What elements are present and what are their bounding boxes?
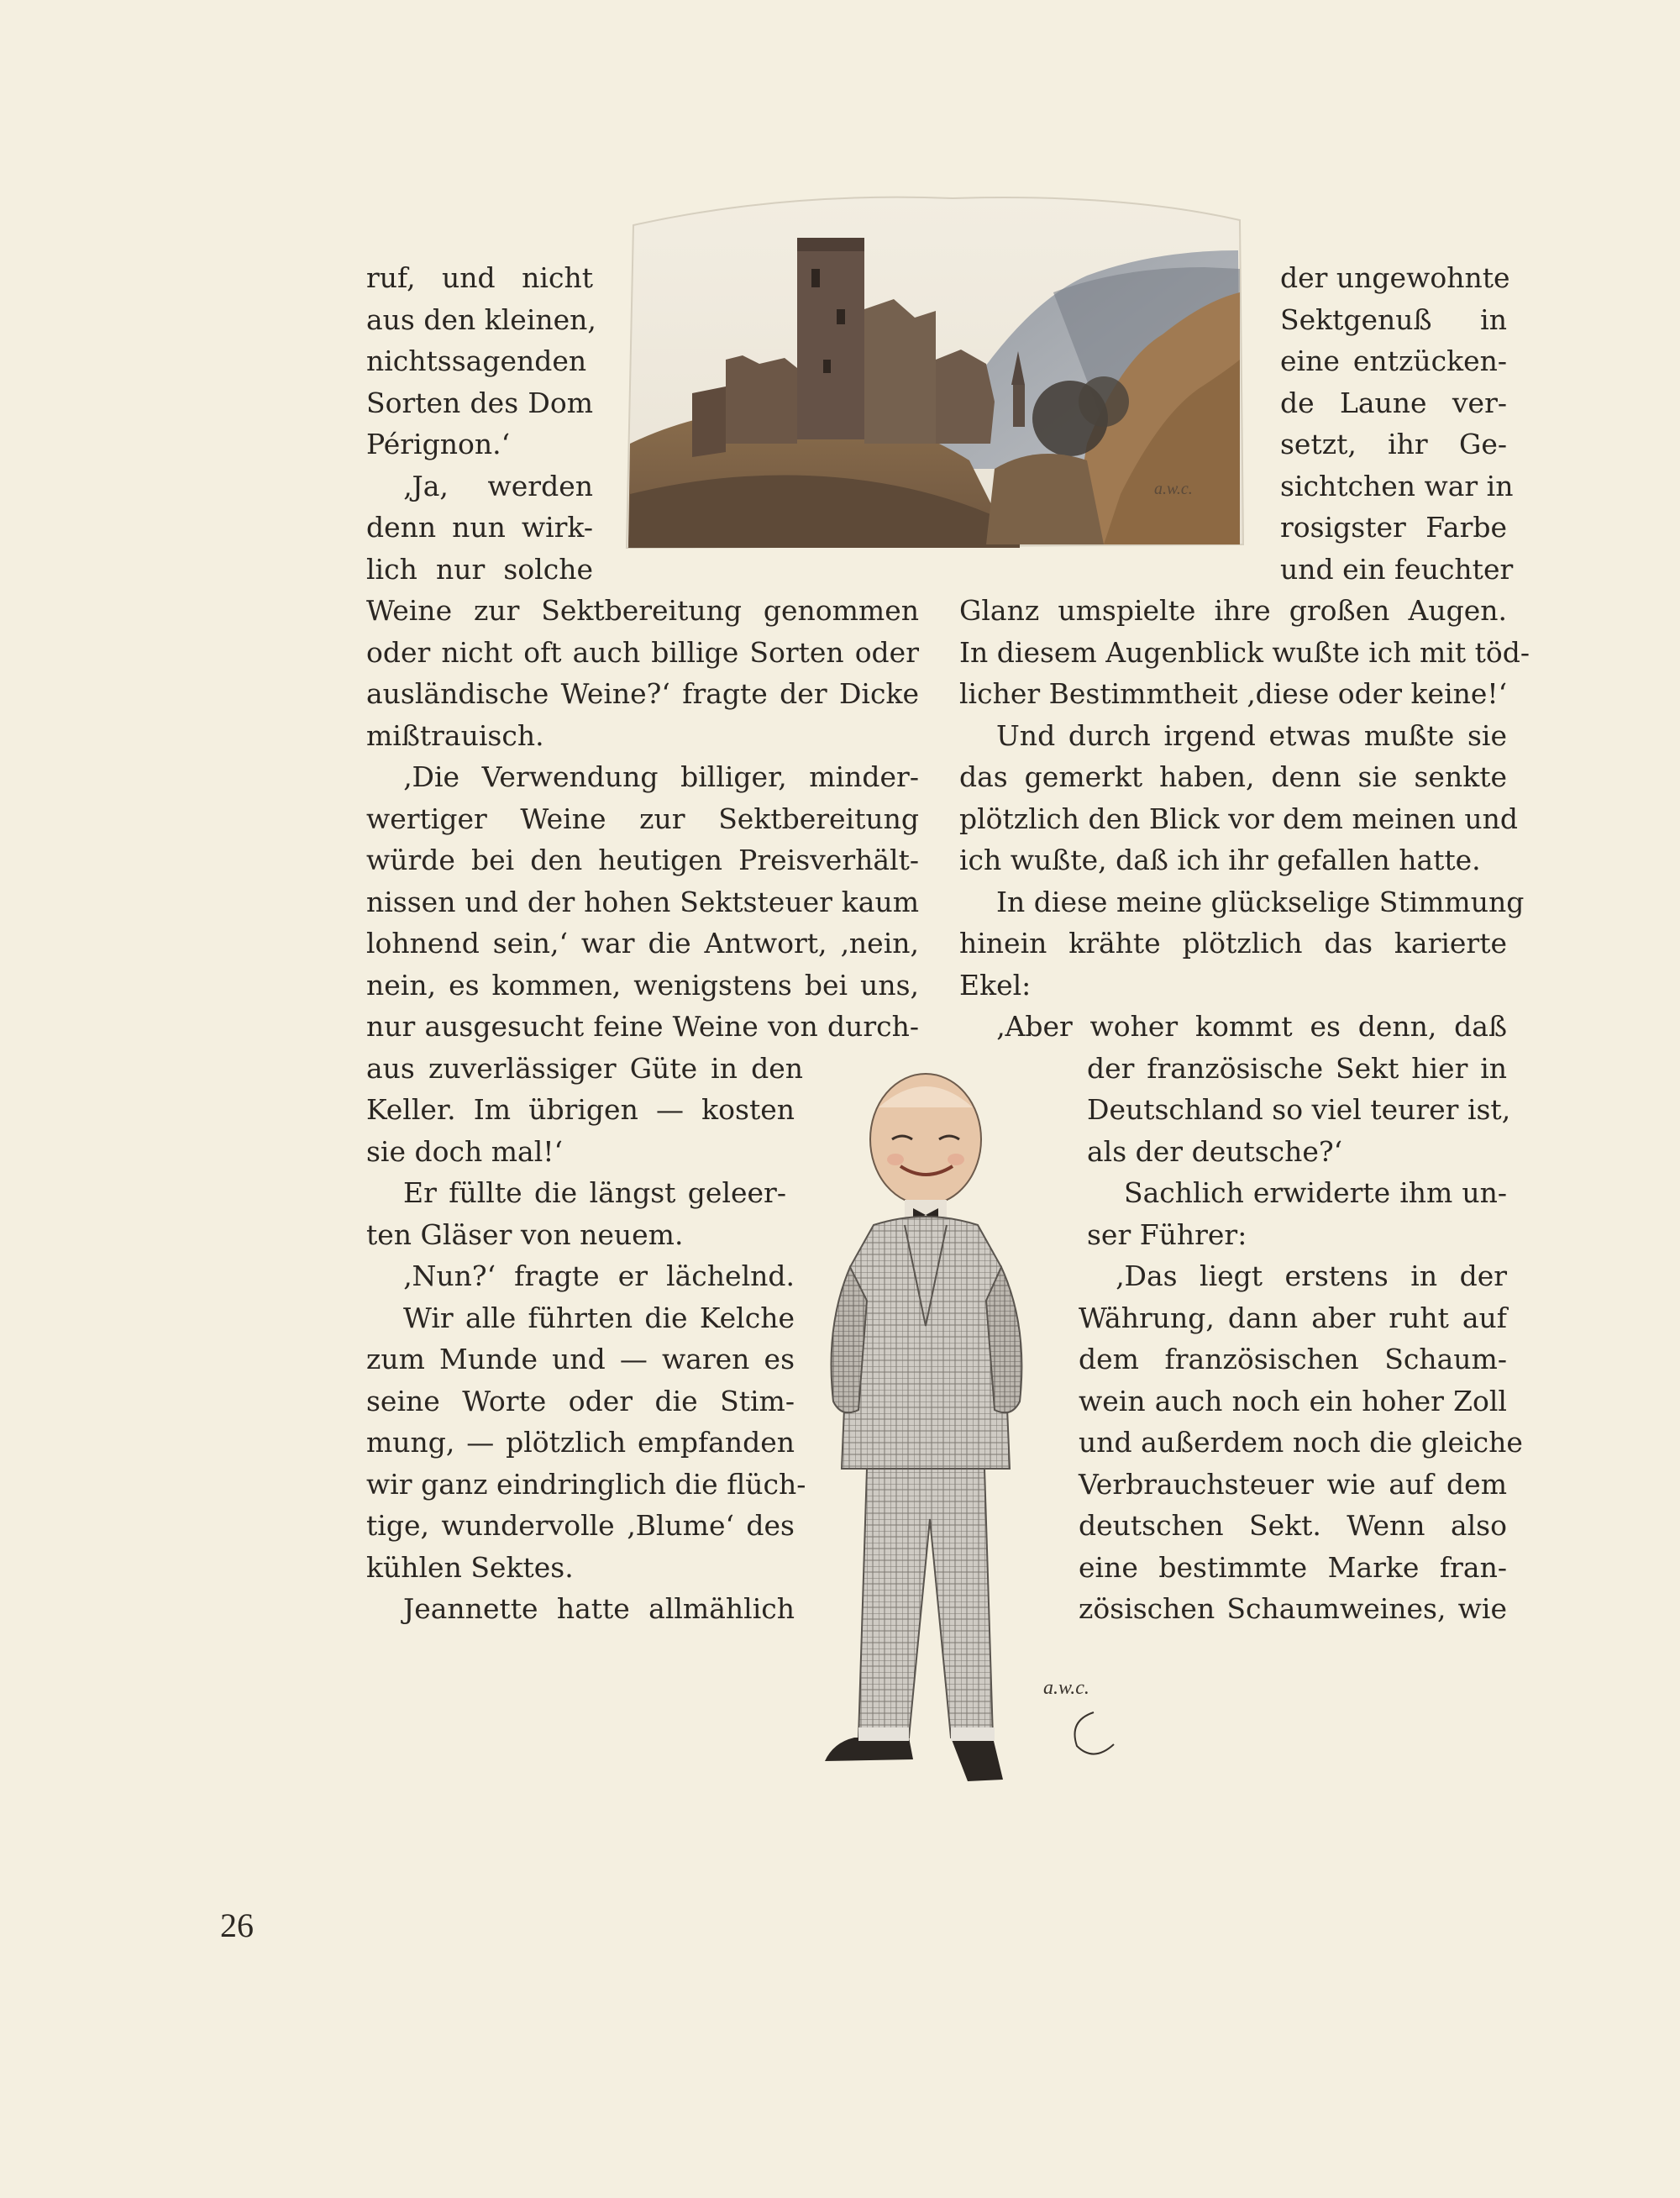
- text-line: sie doch mal!‘: [366, 1134, 563, 1168]
- text-line: oder nicht oft auch billige Sorten oder: [366, 635, 919, 669]
- text-line: Weine zur Sektbereitung genommen: [366, 594, 919, 627]
- text-line: Deutschland so viel teurer ist,: [1087, 1093, 1511, 1126]
- text-line: nissen und der hohen Sektsteuer kaum: [366, 885, 919, 918]
- text-line: Wir alle führten die Kelche: [403, 1301, 795, 1334]
- text-line: Keller. Im übrigen — kosten: [366, 1093, 795, 1126]
- text-line: nichtssagenden: [366, 344, 587, 377]
- text-line: Glanz umspielte ihre großen Augen.: [959, 594, 1507, 627]
- text-line: mißtrauisch.: [366, 718, 544, 752]
- text-line: Ekel:: [959, 968, 1032, 1002]
- text-line: Er füllte die längst geleer-: [403, 1176, 786, 1209]
- text-line: dem französischen Schaum-: [1079, 1343, 1507, 1375]
- text-line: kühlen Sektes.: [366, 1550, 574, 1584]
- text-line: der französische Sekt hier in: [1087, 1051, 1507, 1085]
- text-line: würde bei den heutigen Preisverhält-: [366, 844, 919, 876]
- svg-text:a.w.c.: a.w.c.: [1154, 480, 1193, 498]
- text-line: setzt, ihr Ge-: [1280, 428, 1507, 460]
- text-line: Verbrauchsteuer wie auf dem: [1079, 1467, 1507, 1501]
- text-line: ser Führer:: [1087, 1217, 1247, 1251]
- text-line: Sachlich erwiderte ihm un-: [1124, 1176, 1507, 1209]
- text-line: plötzlich den Blick vor dem meinen und: [959, 802, 1518, 835]
- text-line: In diesem Augenblick wußte ich mit töd-: [959, 635, 1530, 669]
- text-line: sichtchen war in: [1280, 469, 1514, 502]
- text-line: eine entzücken-: [1280, 344, 1507, 377]
- text-line: lohnend sein,‘ war die Antwort, ‚nein,: [366, 927, 919, 960]
- text-line: ten Gläser von neuem.: [366, 1217, 684, 1251]
- text-line: ich wußte, daß ich ihr gefallen hatte.: [959, 844, 1481, 876]
- text-line: wein auch noch ein hoher Zoll: [1079, 1384, 1507, 1417]
- text-line: Pérignon.‘: [366, 428, 511, 460]
- text-line: Sektgenuß in: [1280, 302, 1507, 336]
- text-line: hinein krähte plötzlich das karierte: [959, 927, 1507, 960]
- text-line: ‚Ja, werden: [403, 469, 593, 502]
- text-line: wir ganz eindringlich die flüch-: [366, 1467, 806, 1501]
- text-line: ‚Nun?‘ fragte er lächelnd.: [403, 1259, 795, 1292]
- page-number: 26: [220, 1906, 254, 1944]
- text-line: ausländische Weine?‘ fragte der Dicke: [366, 677, 919, 710]
- text-line: eine bestimmte Marke fran-: [1079, 1550, 1507, 1584]
- text-line: lich nur solche: [366, 552, 593, 586]
- text-line: Jeannette hatte allmählich: [403, 1592, 795, 1625]
- text-line: Sorten des Dom: [366, 386, 593, 419]
- text-line: das gemerkt haben, denn sie senkte: [959, 760, 1507, 793]
- text-line: nur ausgesucht feine Weine von durch-: [366, 1010, 919, 1043]
- gentleman-illustration: [808, 1049, 1178, 1788]
- text-line: der ungewohnte: [1280, 261, 1510, 294]
- text-line: licher Bestimmtheit ‚diese oder keine!‘: [959, 677, 1508, 710]
- text-line: wertiger Weine zur Sektbereitung: [366, 802, 919, 835]
- text-line: In diese meine glückselige Stimmung: [996, 885, 1525, 918]
- text-line: seine Worte oder die Stim-: [366, 1384, 795, 1417]
- svg-text:a.w.c.: a.w.c.: [1043, 1677, 1089, 1699]
- text-line: und außerdem noch die gleiche: [1079, 1426, 1523, 1459]
- text-line: rosigster Farbe: [1280, 511, 1507, 544]
- text-line: denn nun wirk-: [366, 511, 593, 544]
- text-line: als der deutsche?‘: [1087, 1134, 1343, 1168]
- text-line: aus den kleinen,: [366, 302, 596, 336]
- text-line: zum Munde und — waren es: [366, 1343, 795, 1375]
- text-line: mung, — plötzlich empfanden: [366, 1426, 795, 1459]
- text-line: und ein feuchter: [1280, 552, 1514, 586]
- text-line: Währung, dann aber ruht auf: [1079, 1301, 1507, 1334]
- text-line: aus zuverlässiger Güte in den: [366, 1051, 803, 1085]
- text-line: ‚Die Verwendung billiger, minder-: [403, 760, 919, 793]
- text-line: ruf, und nicht: [366, 261, 593, 294]
- text-line: de Laune ver-: [1280, 386, 1507, 419]
- text-line: deutschen Sekt. Wenn also: [1079, 1509, 1507, 1542]
- text-line: ‚Aber woher kommt es denn, daß: [996, 1010, 1507, 1043]
- text-line: zösischen Schaumweines, wie: [1079, 1592, 1507, 1625]
- text-line: tige, wundervolle ‚Blume‘ des: [366, 1509, 795, 1542]
- text-line: nein, es kommen, wenigstens bei uns,: [366, 968, 919, 1002]
- text-line: ‚Das liegt erstens in der: [1116, 1259, 1507, 1292]
- text-line: Und durch irgend etwas mußte sie: [996, 718, 1507, 752]
